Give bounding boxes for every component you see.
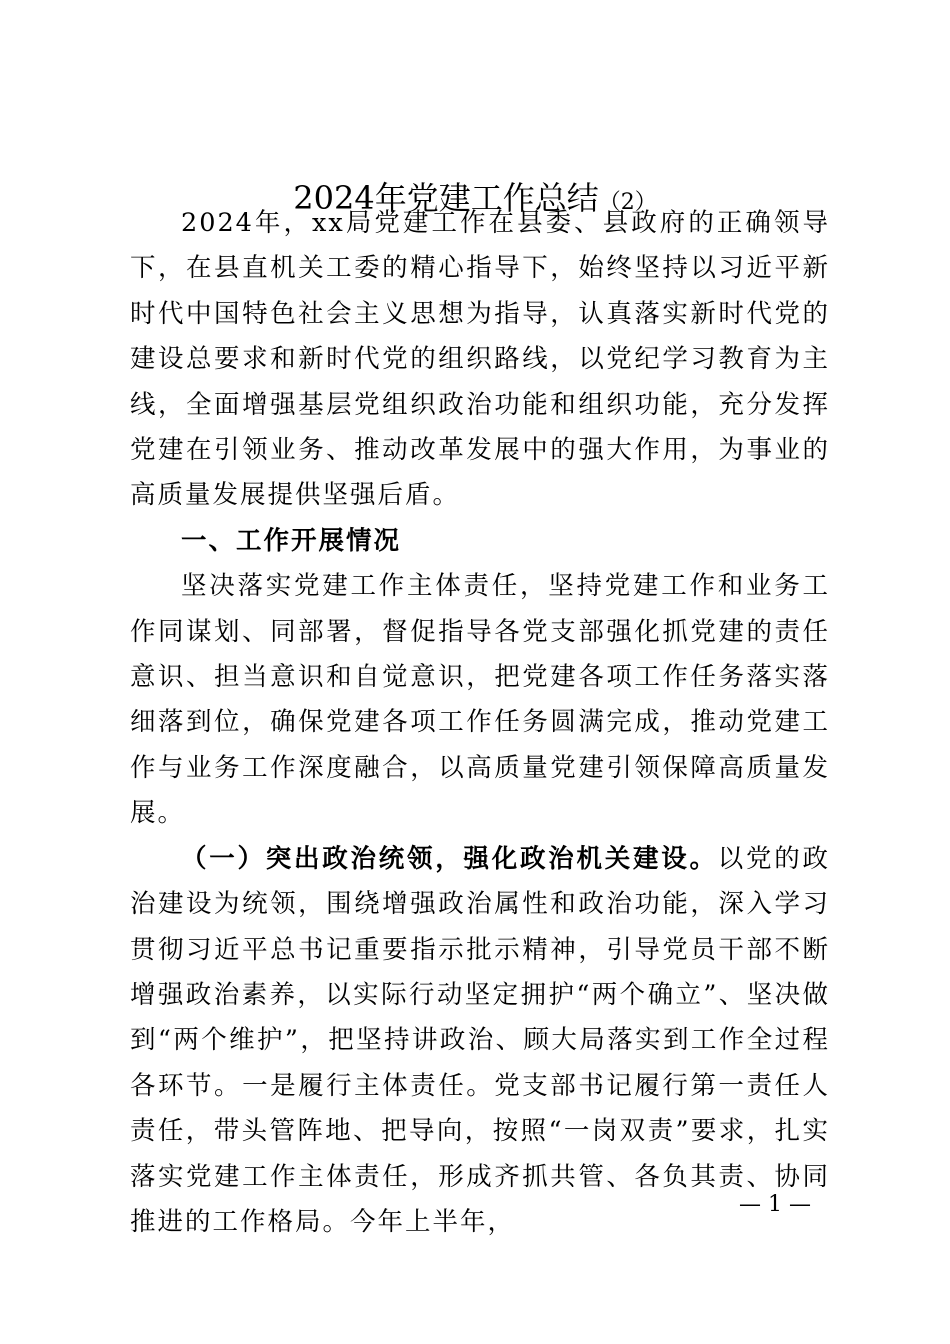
section-paragraph: 坚决落实党建工作主体责任，坚持党建工作和业务工作同谋划、同部署，督促指导各党支部强化抓党建的责任意识、担当意识和自觉意识，把党建各项工作任务落实落细落到位，确保党建各项工作任务圆满完成，推动党建工作与业务工作深度融合，以高质量党建引领保障高质量发展。 [130,571,830,829]
subsection-body: 以党的政治建设为统领，围绕增强政治属性和政治功能，深入学习贯彻习近平总书记重要指示批示精神，引导党员干部不断增强政治素养，以实际行动坚定拥护“两个确立”、坚决做到“两个维护”，把坚持讲政治、顾大局落实到工作全过程各环节。一是履行主体责任。党支部书记履行第一责任人责任，带头管阵地、把导向，按照“一岗双责”要求，扎实落实党建工作主体责任，形成齐抓共管、各负其责、协同推进的工作格局。今年上半年， [130,843,830,1237]
title-text: 2024年党建工作总结 [293,179,599,217]
document-body [130,201,830,1245]
subsection-lead: （一）突出政治统领，强化政治机关建设。 [181,843,718,874]
page-number: — 1 — [739,1192,811,1217]
subsection-paragraph [130,837,830,1246]
section-heading: 一、工作开展情况 [181,525,402,556]
title-suffix: （2） [598,190,657,215]
intro-paragraph: 2024年，xx局党建工作在县委、县政府的正确领导下，在县直机关工委的精心指导下，始终坚持以习近平新时代中国特色社会主义思想为指导，认真落实新时代党的建设总要求和新时代党的组织路线，以党纪学习教育为主线，全面增强基层党组织政治功能和组织功能，充分发挥党建在引领业务、推动改革发展中的强大作用，为事业的高质量发展提供坚强后盾。 [130,208,830,511]
